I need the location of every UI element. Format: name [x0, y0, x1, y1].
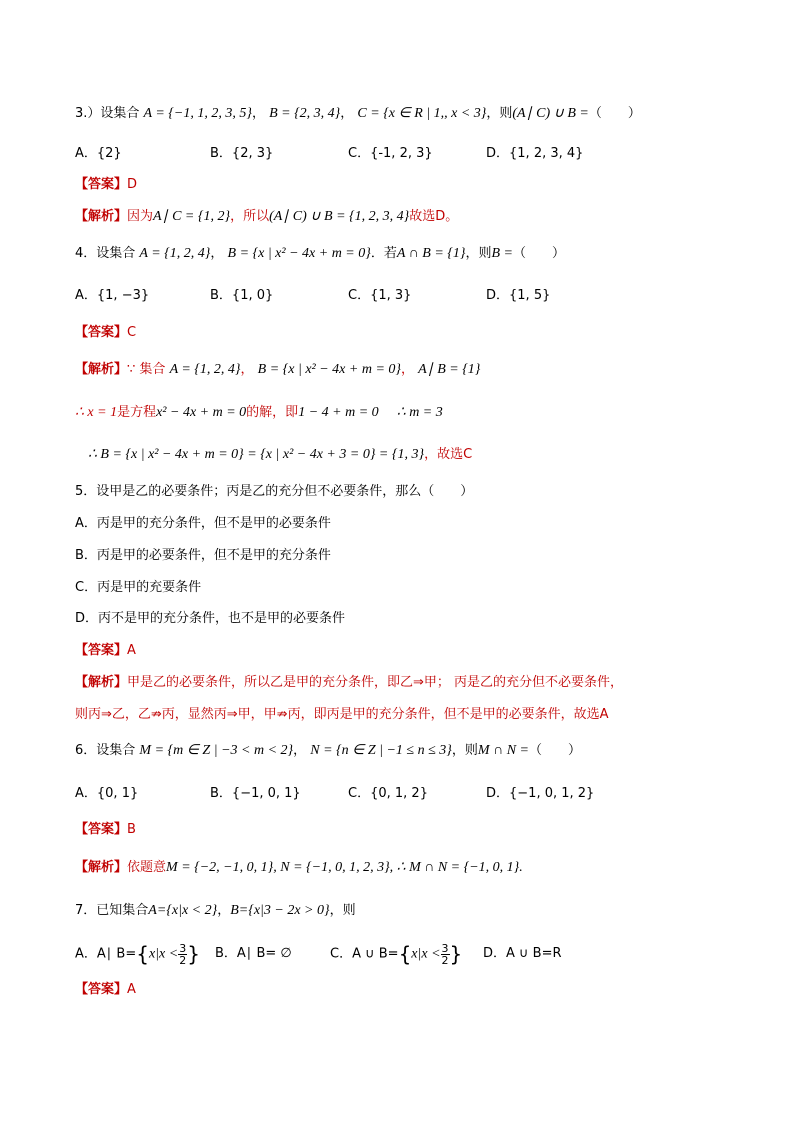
q3-option-c: C．{-1, 2, 3}: [348, 146, 433, 161]
q3-set-b: B = {2, 3, 4}: [269, 106, 341, 121]
q6-paren: （ ）: [528, 743, 581, 758]
q4-analysis-line-3: [88, 445, 472, 465]
q5-analysis-1: 甲是乙的必要条件，所以乙是甲的充分条件，即乙⇒甲； 丙是乙的充分但不必要条件，: [127, 675, 624, 690]
q4-option-d: D．{1, 5}: [486, 288, 551, 303]
q4-analysis-line-1: 【解析】∵ 集合 A = {1, 2, 4}， B = {x | x² − 4x + m = 0}， A∣ B = {1}: [75, 362, 481, 377]
fraction-denominator: 2: [179, 953, 187, 967]
q5-answer-tag: 【答案】: [75, 643, 128, 658]
q6-stem-b: ，则: [451, 743, 478, 758]
q4-option-c: C．{1, 3}: [348, 288, 412, 303]
q6-answer-tag: 【答案】: [75, 822, 128, 837]
q6-set-n: N = {n ∈ Z | −1 ≤ n ≤ 3}: [310, 743, 452, 758]
q7-option-c: [330, 938, 462, 971]
q6-stem: 6．设集合 M = {m ∈ Z | −3 < m < 2}， N = {n ∈ Z | −1 ≤ n ≤ 3}，则M ∩ N =（ ）: [75, 743, 581, 758]
q6-ask: M ∩ N =: [477, 743, 529, 758]
q6-analysis-b: M = {−2, −1, 0, 1}, N = {−1, 0, 1, 2, 3}, ∴ M ∩ N = {−1, 0, 1}.: [166, 860, 523, 875]
q6-analysis-a: 依题意: [127, 860, 167, 875]
q3-set-a: A = {−1, 1, 2, 3, 5}: [143, 106, 252, 121]
q6-option-b: B．{−1, 0, 1}: [210, 786, 301, 801]
q4-answer-tag: 【答案】: [75, 325, 128, 340]
fraction: [441, 943, 450, 966]
q3-option-a: A．{2}: [75, 146, 122, 161]
right-brace: }: [187, 942, 200, 966]
q4-answer: [75, 323, 136, 343]
q6-option-c: C．{0, 1, 2}: [348, 786, 428, 801]
q4-line1-b: A = {1, 2, 4}: [169, 362, 241, 377]
q7-option-a: [75, 938, 200, 971]
q7-stem: 7．已知集合A={x|x < 2}，B={x|3 − 2x > 0}，则: [75, 903, 356, 918]
q4-analysis-line-2: [75, 403, 443, 423]
q4-line2-d: 的解，即: [246, 405, 299, 420]
q5-answer-value: A: [127, 643, 136, 658]
q3-analysis-tag: 【解析】: [75, 209, 128, 224]
q7-option-c-set: x|x <: [411, 946, 441, 962]
q7-set-b: B={x|3 − 2x > 0}: [230, 903, 330, 918]
q5-analysis-line-1: [75, 673, 623, 693]
q7-option-a-set: x|x <: [148, 946, 179, 962]
q4-line2-a: ∴ x = 1: [75, 405, 118, 420]
q3-stem-suffix: ，则: [486, 106, 513, 121]
q3-option-b: B．{2, 3}: [210, 146, 274, 161]
q3-analysis-a: 因为: [127, 209, 154, 224]
q3-answer: [75, 175, 137, 195]
q7-option-a-label: A．A∣ B=: [75, 946, 137, 962]
q4-line3-a: ∴ B = {x | x² − 4x + m = 0} = {x | x² − 4x + 3 = 0} = {1, 3}: [88, 447, 425, 462]
q4-answer-value: C: [127, 325, 137, 340]
q3-analysis-e: 故选D。: [409, 209, 459, 224]
q7-set-a: A={x|x < 2}: [148, 903, 218, 918]
q7-answer-value: A: [127, 982, 136, 997]
right-brace: }: [449, 942, 463, 966]
q4-line2-f: ∴ m = 3: [396, 405, 443, 420]
fraction-numerator: 3: [441, 941, 449, 955]
q4-stem-a: 4．设集合: [75, 246, 136, 261]
q3-option-d: D．{1, 2, 3, 4}: [486, 146, 584, 161]
q7-option-c-label: C．A ∪ B=: [330, 946, 399, 962]
q6-answer: [75, 820, 136, 840]
q7-answer: [75, 980, 136, 1000]
q4-paren: （ ）: [513, 246, 566, 261]
q4-line2-e: 1 − 4 + m = 0: [298, 405, 379, 420]
left-brace: {: [398, 942, 412, 966]
q3-set-c: C = {x ∈ R | 1,, x < 3}: [357, 106, 487, 121]
q3-answer-tag: 【答案】: [75, 177, 128, 192]
q3-analysis-b: A∣ C = {1, 2}: [153, 209, 231, 224]
q3-paren: （ ）: [588, 106, 641, 121]
q4-stem-c: ，则: [465, 246, 492, 261]
q5-stem: 5．设甲是乙的必要条件；丙是乙的充分但不必要条件，那么（ ）: [75, 484, 474, 499]
q6-answer-value: B: [127, 822, 136, 837]
fraction-denominator: 2: [441, 953, 449, 967]
q4-set-a: A = {1, 2, 4}: [139, 246, 211, 261]
q6-stem-a: 6．设集合: [75, 743, 136, 758]
q6-option-d: D．{−1, 0, 1, 2}: [486, 786, 595, 801]
q4-line1-d: A∣ B = {1}: [418, 362, 481, 377]
q6-analysis: [75, 858, 523, 878]
q4-stem: 4．设集合 A = {1, 2, 4}， B = {x | x² − 4x + m = 0}．若A ∩ B = {1}，则B =（ ）: [75, 246, 566, 261]
q4-line1-c: B = {x | x² − 4x + m = 0}: [257, 362, 401, 377]
q7-stem-b: ，则: [329, 903, 356, 918]
q6-option-a: A．{0, 1}: [75, 786, 139, 801]
q4-ask: B =: [491, 246, 513, 261]
q4-line2-c: x² − 4x + m = 0: [156, 405, 247, 420]
q7-stem-a: 7．已知集合: [75, 903, 149, 918]
fraction: [178, 943, 187, 966]
q5-option-b: B．丙是甲的必要条件，但不是甲的充分条件: [75, 548, 331, 563]
fraction-numerator: 3: [179, 941, 187, 955]
left-brace: {: [136, 942, 149, 966]
q4-option-a: A．{1, −3}: [75, 288, 150, 303]
q3-stem: 3.）设集合 A = {−1, 1, 2, 3, 5}， B = {2, 3, 4}， C = {x ∈ R | 1,, x < 3}，则(A∣ C) ∪ B =（ ）: [75, 106, 641, 121]
q3-analysis-d: (A∣ C) ∪ B = {1, 2, 3, 4}: [269, 209, 410, 224]
q5-option-d: D．丙不是甲的充分条件，也不是甲的必要条件: [75, 611, 346, 626]
q3-analysis-c: ，所以: [230, 209, 270, 224]
q4-line2-b: 是方程: [117, 405, 157, 420]
q3-analysis: [75, 207, 458, 227]
q4-analysis-tag: 【解析】: [75, 362, 128, 377]
q4-set-b: B = {x | x² − 4x + m = 0}: [227, 246, 371, 261]
q5-option-c: C．丙是甲的充要条件: [75, 580, 202, 595]
q5-option-a: A．丙是甲的充分条件，但不是甲的必要条件: [75, 516, 331, 531]
q4-line1-a: ∵ 集合: [127, 362, 166, 377]
q7-option-b: B．A∣ B= ∅: [215, 946, 292, 961]
q4-option-b: B．{1, 0}: [210, 288, 274, 303]
q3-expr: (A∣ C) ∪ B =: [512, 106, 589, 121]
q7-option-d: D．A ∪ B=R: [483, 946, 562, 961]
q4-line3-b: ，故选C: [424, 447, 473, 462]
q3-stem-prefix: 3.）设集合: [75, 106, 140, 121]
q5-answer: [75, 641, 136, 661]
q6-analysis-tag: 【解析】: [75, 860, 128, 875]
q4-stem-b: ．若: [370, 246, 397, 261]
q5-analysis-tag: 【解析】: [75, 675, 128, 690]
q6-set-m: M = {m ∈ Z | −3 < m < 2}: [139, 743, 294, 758]
q3-answer-value: D: [127, 177, 138, 192]
q4-cond: A ∩ B = {1}: [396, 246, 466, 261]
q7-answer-tag: 【答案】: [75, 982, 128, 997]
q5-analysis-line-2: 则丙⇒乙，乙⇏丙，显然丙⇒甲，甲⇏丙，即丙是甲的充分条件，但不是甲的必要条件，故选A: [75, 707, 609, 722]
